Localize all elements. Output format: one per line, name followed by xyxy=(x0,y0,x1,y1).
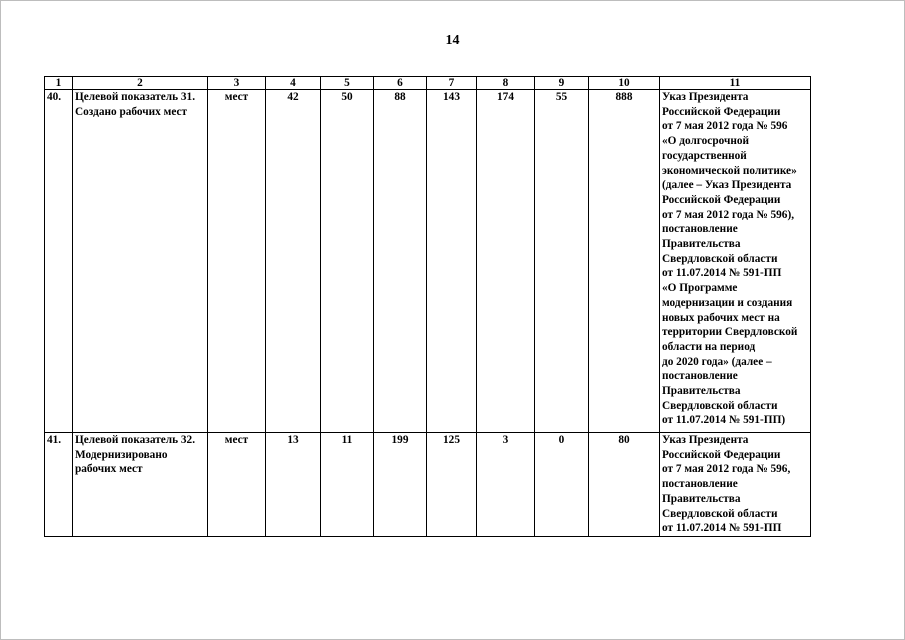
source-line: области на период xyxy=(662,340,756,353)
source-line: от 11.07.2014 № 591-ПП) xyxy=(662,414,786,427)
source-line: Указ Президента xyxy=(662,91,749,103)
value-cell: 143 xyxy=(427,90,477,433)
value-cell: 13 xyxy=(266,433,321,537)
indicator-name-line: Целевой показатель 32. xyxy=(75,434,196,446)
source-line: от 7 мая 2012 года № 596), xyxy=(662,208,795,221)
value-cell: 125 xyxy=(427,433,477,537)
source-line: (далее – Указ Президента xyxy=(662,179,792,192)
source-line: Правительства xyxy=(662,385,741,398)
indicator-name-line: Модернизировано xyxy=(75,448,168,461)
table-header-row xyxy=(45,77,811,90)
source-line: постановление xyxy=(662,223,738,236)
source-line: до 2020 года» (далее – xyxy=(662,355,772,368)
value-cell: 80 xyxy=(589,433,660,537)
value-cell: 0 xyxy=(535,433,589,537)
column-header: 3 xyxy=(208,77,266,90)
row-number: 41. xyxy=(45,433,73,537)
source-line: от 11.07.2014 № 591-ПП xyxy=(662,267,782,280)
value-cell: 199 xyxy=(374,433,427,537)
source-line: Свердловской области xyxy=(662,399,778,412)
column-header: 7 xyxy=(427,77,477,90)
table-row xyxy=(45,433,811,537)
source-line: модернизации и создания xyxy=(662,296,793,309)
source-line: новых рабочих мест на xyxy=(662,311,780,324)
row-number: 40. xyxy=(45,90,73,433)
source-line: «О Программе xyxy=(662,282,738,295)
value-cell: 55 xyxy=(535,90,589,433)
column-header: 5 xyxy=(321,77,374,90)
indicator-name-line: Создано рабочих мест xyxy=(75,105,188,118)
source-line: государственной xyxy=(662,149,747,162)
table-row xyxy=(45,90,811,433)
source-line: от 7 мая 2012 года № 596 xyxy=(662,120,788,133)
value-cell: 174 xyxy=(477,90,535,433)
column-header: 8 xyxy=(477,77,535,90)
source-cell xyxy=(660,433,811,537)
value-cell: 42 xyxy=(266,90,321,433)
source-line: Свердловской области xyxy=(662,507,778,520)
column-header: 9 xyxy=(535,77,589,90)
unit-cell: мест xyxy=(208,90,266,433)
indicator-name-line: Целевой показатель 31. xyxy=(75,91,196,103)
source-line: постановление xyxy=(662,478,738,491)
value-cell: 888 xyxy=(589,90,660,433)
source-line: Свердловской области xyxy=(662,252,778,265)
column-header: 1 xyxy=(45,77,73,90)
unit-cell: мест xyxy=(208,433,266,537)
source-line: от 11.07.2014 № 591-ПП xyxy=(662,522,782,535)
source-line: экономической политике» xyxy=(662,164,797,177)
source-line: Российской Федерации xyxy=(662,105,781,118)
source-line: от 7 мая 2012 года № 596, xyxy=(662,463,791,476)
source-cell xyxy=(660,90,811,433)
value-cell: 3 xyxy=(477,433,535,537)
value-cell: 50 xyxy=(321,90,374,433)
column-header: 10 xyxy=(589,77,660,90)
source-line: территории Свердловской xyxy=(662,326,798,339)
indicator-name-line: рабочих мест xyxy=(75,463,143,476)
value-cell: 88 xyxy=(374,90,427,433)
indicator-name-cell xyxy=(73,433,208,537)
source-line: Указ Президента xyxy=(662,434,749,446)
source-line: Правительства xyxy=(662,492,741,505)
column-header: 4 xyxy=(266,77,321,90)
source-line: «О долгосрочной xyxy=(662,135,749,148)
column-header: 11 xyxy=(660,77,811,90)
page-number: 14 xyxy=(445,33,460,48)
source-line: Российской Федерации xyxy=(662,193,781,206)
value-cell: 11 xyxy=(321,433,374,537)
data-table xyxy=(44,76,811,537)
column-header: 2 xyxy=(73,77,208,90)
source-line: постановление xyxy=(662,370,738,383)
source-line: Российской Федерации xyxy=(662,448,781,461)
indicator-name-cell xyxy=(73,90,208,433)
column-header: 6 xyxy=(374,77,427,90)
source-line: Правительства xyxy=(662,238,741,251)
